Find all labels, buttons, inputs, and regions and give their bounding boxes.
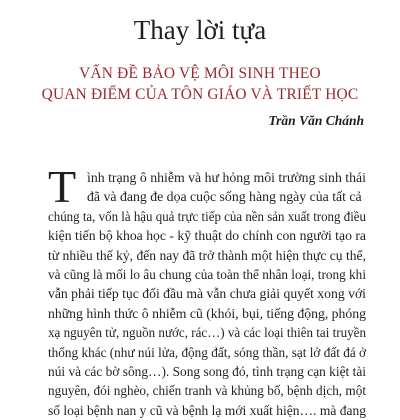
- body-line: kiện tiến bộ khoa học - kỹ thuật do chính con người tạo ra: [48, 228, 367, 244]
- body-line: vẫn phải tiếp tục đối đầu mà vẫn chưa giải quyết xong với: [48, 286, 366, 302]
- chapter-subtitle: [0, 63, 400, 105]
- body-line: ình trạng ô nhiễm và hư hỏng môi trường sinh thái: [87, 170, 366, 185]
- body-text: [48, 168, 366, 420]
- body-line: thống khác (như núi lửa, động đất, sóng thần, sạt lở đất đá ở: [48, 344, 367, 360]
- page-title: Thay lời tựa: [133, 15, 267, 45]
- subtitle-line-2: QUAN ĐIỂM CỦA TÔN GIÁO VÀ TRIẾT HỌC: [41, 86, 359, 103]
- body-line: chúng ta, vốn là hậu quả trực tiếp của nền sản xuất trong điều: [48, 208, 366, 224]
- body-line: đã và đang đe dọa cuộc sống hàng ngày của tất cả: [87, 189, 362, 205]
- author-name: Trần Văn Chánh: [268, 113, 364, 128]
- body-line: và cũng là mối lo âu chung của toàn thể nhân loại, trong khi: [48, 266, 367, 282]
- body-line: số loại bệnh nan y cũ và bệnh lạ mới xuất hiện…. mà đang: [48, 402, 366, 418]
- body-line: núi và các bờ sông…). Song song đó, tình trạng cạn kiệt tài: [48, 363, 367, 379]
- body-line: những hình thức ô nhiễm cũ (khói, bụi, tiếng động, phóng: [48, 305, 367, 321]
- drop-cap: T: [48, 161, 77, 212]
- subtitle-line-1: VẤN ĐỀ BẢO VỆ MÔI SINH THEO: [79, 65, 321, 82]
- body-line: nguyên, đói nghèo, chiến tranh và khủng bố, bệnh dịch, một: [48, 383, 366, 399]
- body-line: từ nhiều thế kỷ, đến nay đã trở thành một hiện thực cụ thể,: [48, 247, 366, 263]
- body-line: xạ nguyên tử, nguồn nước, rác…) và các loại thiên tai truyền: [48, 325, 366, 341]
